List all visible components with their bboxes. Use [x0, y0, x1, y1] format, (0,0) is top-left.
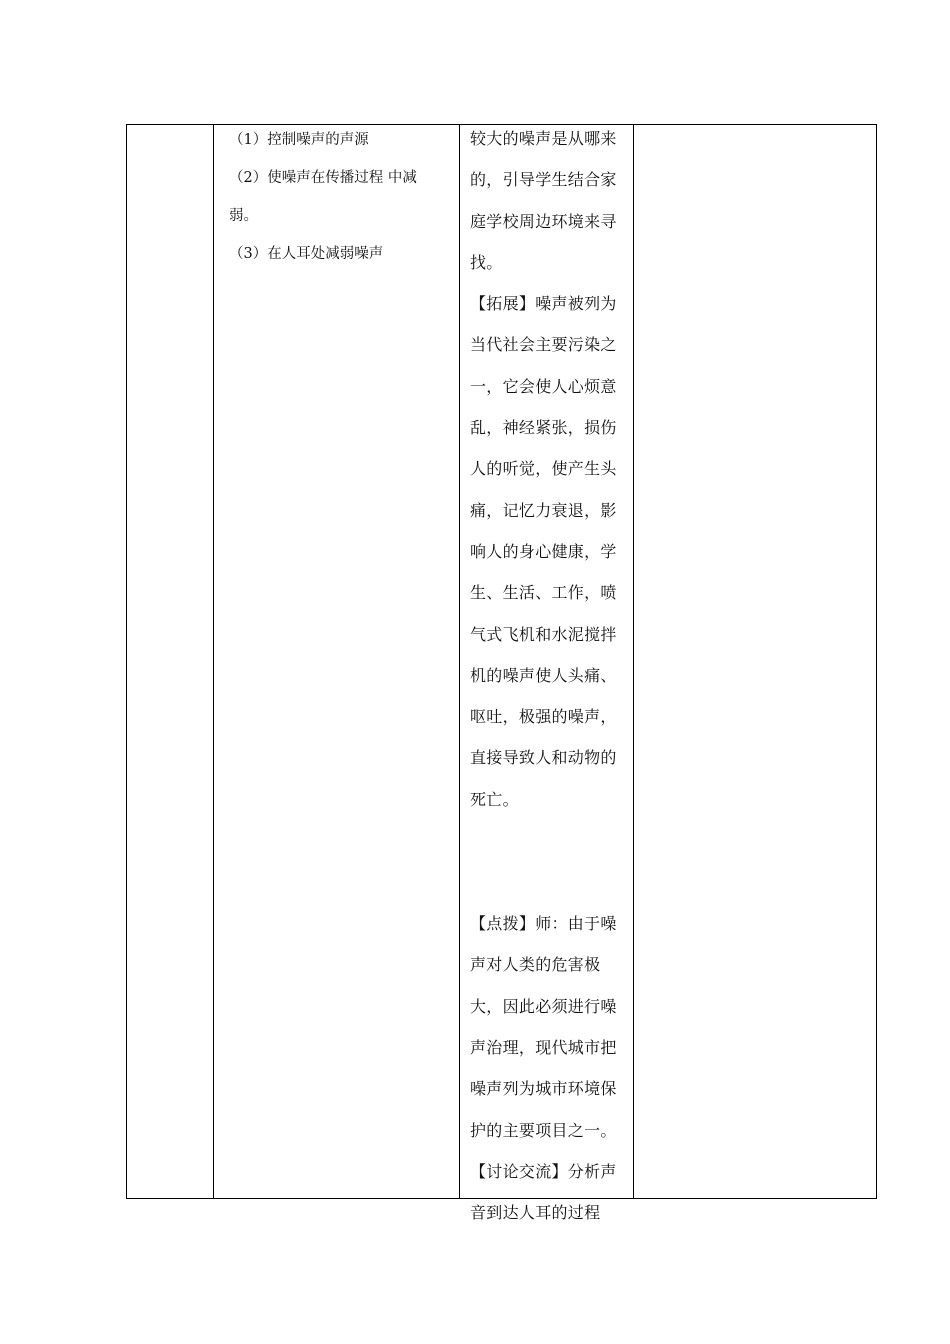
text-line: 庭学校周边环境来寻 — [470, 211, 617, 231]
step-line: （2）使噪声在传播过程 中减 — [229, 170, 417, 186]
table-column-3 — [460, 125, 634, 1223]
text-line: 乱，神经紧张，损伤 — [470, 418, 617, 438]
text-line: 一，它会使人心烦意 — [470, 376, 617, 396]
text-line: 找。 — [470, 252, 503, 272]
text-line: 人的听觉，使产生头 — [470, 459, 617, 479]
text-line: 噪声列为城市环境保 — [470, 1079, 617, 1099]
text-line: 声对人类的危害极 — [470, 955, 601, 975]
text-line: 呕吐，极强的噪声， — [470, 707, 617, 727]
teaching-notes — [470, 125, 630, 1240]
text-line: 生、生活、工作，喷 — [470, 583, 617, 603]
noise-control-steps — [229, 129, 459, 281]
step-line: （3）在人耳处减弱噪声 — [229, 246, 384, 262]
text-line: 较大的噪声是从哪来 — [470, 129, 617, 148]
text-line: 【拓展】噪声被列为 — [470, 294, 617, 314]
text-line: 【讨论交流】分析声 — [470, 1161, 617, 1181]
text-line: 死亡。 — [470, 789, 519, 809]
text-line: 的，引导学生结合家 — [470, 170, 617, 190]
text-line: 气式飞机和水泥搅拌 — [470, 624, 617, 644]
text-line: 声治理，现代城市把 — [470, 1037, 617, 1057]
text-line: 直接导致人和动物的 — [470, 748, 617, 768]
text-line: 痛，记忆力衰退，影 — [470, 500, 617, 520]
step-line: 弱。 — [229, 208, 258, 224]
text-line: 【点拨】师：由于噪 — [470, 914, 617, 934]
step-line: （1）控制噪声的声源 — [229, 132, 369, 148]
table-column-4 — [634, 125, 876, 1198]
text-line: 响人的身心健康，学 — [470, 541, 617, 561]
lesson-table — [126, 124, 877, 1223]
text-line: 当代社会主要污染之 — [470, 335, 617, 355]
text-line: 音到达人耳的过程 — [470, 1203, 601, 1223]
blank-space — [470, 827, 630, 910]
text-line: 护的主要项目之一。 — [470, 1120, 617, 1140]
table-column-2 — [214, 125, 460, 1198]
text-line: 大，因此必须进行噪 — [470, 996, 617, 1016]
text-line: 机的噪声使人头痛、 — [470, 665, 617, 685]
table-column-1 — [127, 125, 214, 1198]
